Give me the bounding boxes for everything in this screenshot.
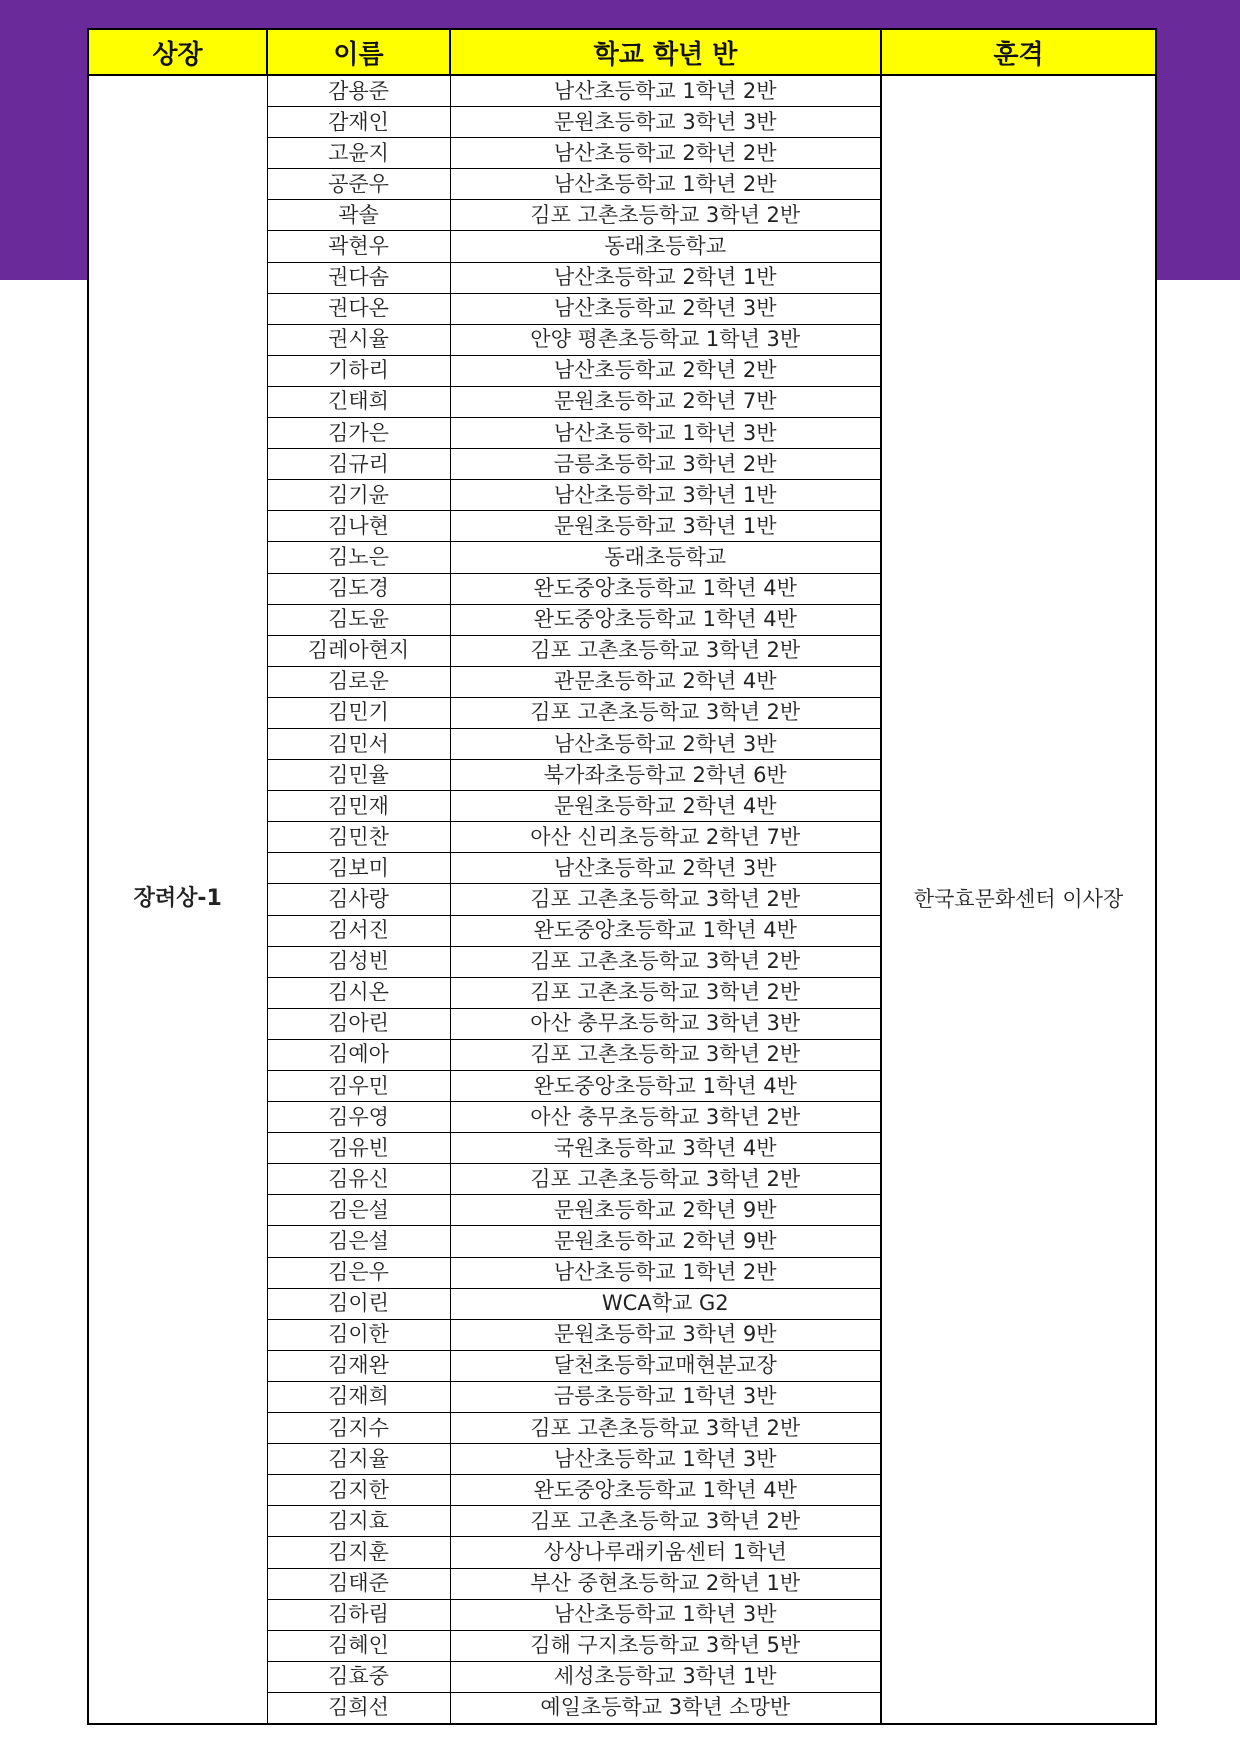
student-name-cell: 김노은: [267, 542, 450, 573]
school-grade-class-cell: 관문초등학교 2학년 4반: [450, 666, 881, 697]
student-name-cell: 김규리: [267, 449, 450, 480]
school-grade-class-cell: 김해 구지초등학교 3학년 5반: [450, 1630, 881, 1661]
school-grade-class-cell: 부산 중현초등학교 2학년 1반: [450, 1568, 881, 1599]
school-grade-class-cell: 완도중앙초등학교 1학년 4반: [450, 1475, 881, 1506]
student-name-cell: 김하림: [267, 1599, 450, 1630]
student-name-cell: 김민찬: [267, 822, 450, 853]
school-grade-class-cell: 남산초등학교 2학년 3반: [450, 853, 881, 884]
student-name-cell: 김우민: [267, 1071, 450, 1102]
school-grade-class-cell: 김포 고촌초등학교 3학년 2반: [450, 977, 881, 1008]
school-grade-class-cell: 김포 고촌초등학교 3학년 2반: [450, 697, 881, 728]
student-name-cell: 김민서: [267, 728, 450, 759]
school-grade-class-cell: 북가좌초등학교 2학년 6반: [450, 760, 881, 791]
school-grade-class-cell: 완도중앙초등학교 1학년 4반: [450, 1071, 881, 1102]
student-name-cell: 김시온: [267, 977, 450, 1008]
student-name-cell: 김서진: [267, 915, 450, 946]
school-grade-class-cell: 동래초등학교: [450, 231, 881, 262]
student-name-cell: 김민율: [267, 760, 450, 791]
student-name-cell: 김은설: [267, 1195, 450, 1226]
student-name-cell: 김성빈: [267, 946, 450, 977]
student-name-cell: 김아린: [267, 1008, 450, 1039]
school-grade-class-cell: 남산초등학교 1학년 3반: [450, 1444, 881, 1475]
student-name-cell: 김우영: [267, 1102, 450, 1133]
student-name-cell: 김태준: [267, 1568, 450, 1599]
student-name-cell: 김희선: [267, 1692, 450, 1724]
student-name-cell: 김지율: [267, 1444, 450, 1475]
student-name-cell: 김은우: [267, 1257, 450, 1288]
school-grade-class-cell: 문원초등학교 2학년 9반: [450, 1195, 881, 1226]
header-award: 상장: [88, 29, 267, 75]
school-grade-class-cell: 국원초등학교 3학년 4반: [450, 1133, 881, 1164]
student-name-cell: 김도경: [267, 573, 450, 604]
school-grade-class-cell: 문원초등학교 3학년 1반: [450, 511, 881, 542]
school-grade-class-cell: 문원초등학교 2학년 9반: [450, 1226, 881, 1257]
school-grade-class-cell: 문원초등학교 2학년 4반: [450, 791, 881, 822]
student-name-cell: 김가은: [267, 418, 450, 449]
school-grade-class-cell: 문원초등학교 3학년 9반: [450, 1319, 881, 1350]
school-grade-class-cell: 남산초등학교 3학년 1반: [450, 480, 881, 511]
student-name-cell: 곽솔: [267, 200, 450, 231]
student-name-cell: 긴태희: [267, 386, 450, 417]
student-name-cell: 김로운: [267, 666, 450, 697]
school-grade-class-cell: 아산 충무초등학교 3학년 2반: [450, 1102, 881, 1133]
school-grade-class-cell: 김포 고촌초등학교 3학년 2반: [450, 200, 881, 231]
school-grade-class-cell: 아산 충무초등학교 3학년 3반: [450, 1008, 881, 1039]
student-name-cell: 김지훈: [267, 1537, 450, 1568]
student-name-cell: 기하리: [267, 355, 450, 386]
school-grade-class-cell: 김포 고촌초등학교 3학년 2반: [450, 1164, 881, 1195]
student-name-cell: 고윤지: [267, 138, 450, 169]
school-grade-class-cell: 문원초등학교 2학년 7반: [450, 386, 881, 417]
school-grade-class-cell: 금릉초등학교 1학년 3반: [450, 1381, 881, 1412]
table-row: [88, 75, 1156, 107]
school-grade-class-cell: 완도중앙초등학교 1학년 4반: [450, 604, 881, 635]
student-name-cell: 김사랑: [267, 884, 450, 915]
student-name-cell: 김지효: [267, 1506, 450, 1537]
school-grade-class-cell: 남산초등학교 2학년 2반: [450, 138, 881, 169]
student-name-cell: 김은설: [267, 1226, 450, 1257]
award-giver-cell: 한국효문화센터 이사장: [881, 75, 1156, 1724]
school-grade-class-cell: 상상나루래키움센터 1학년: [450, 1537, 881, 1568]
school-grade-class-cell: 안양 평촌초등학교 1학년 3반: [450, 324, 881, 355]
school-grade-class-cell: 남산초등학교 2학년 2반: [450, 355, 881, 386]
school-grade-class-cell: 김포 고촌초등학교 3학년 2반: [450, 635, 881, 666]
school-grade-class-cell: 달천초등학교매현분교장: [450, 1350, 881, 1381]
header-school: 학교 학년 반: [450, 29, 881, 75]
school-grade-class-cell: 문원초등학교 3학년 3반: [450, 107, 881, 138]
header-giver: 훈격: [881, 29, 1156, 75]
school-grade-class-cell: 김포 고촌초등학교 3학년 2반: [450, 1413, 881, 1444]
student-name-cell: 곽현우: [267, 231, 450, 262]
school-grade-class-cell: 동래초등학교: [450, 542, 881, 573]
student-name-cell: 김지수: [267, 1413, 450, 1444]
award-table: [87, 28, 1157, 1725]
school-grade-class-cell: 김포 고촌초등학교 3학년 2반: [450, 1039, 881, 1070]
student-name-cell: 김재완: [267, 1350, 450, 1381]
school-grade-class-cell: 김포 고촌초등학교 3학년 2반: [450, 1506, 881, 1537]
school-grade-class-cell: 남산초등학교 2학년 1반: [450, 262, 881, 293]
student-name-cell: 감재인: [267, 107, 450, 138]
school-grade-class-cell: WCA학교 G2: [450, 1288, 881, 1319]
school-grade-class-cell: 남산초등학교 1학년 2반: [450, 1257, 881, 1288]
school-grade-class-cell: 남산초등학교 1학년 3반: [450, 418, 881, 449]
student-name-cell: 김보미: [267, 853, 450, 884]
student-name-cell: 김유빈: [267, 1133, 450, 1164]
school-grade-class-cell: 김포 고촌초등학교 3학년 2반: [450, 946, 881, 977]
table-body: [88, 75, 1156, 1724]
school-grade-class-cell: 남산초등학교 2학년 3반: [450, 293, 881, 324]
school-grade-class-cell: 완도중앙초등학교 1학년 4반: [450, 573, 881, 604]
school-grade-class-cell: 김포 고촌초등학교 3학년 2반: [450, 884, 881, 915]
student-name-cell: 김이한: [267, 1319, 450, 1350]
student-name-cell: 김유신: [267, 1164, 450, 1195]
school-grade-class-cell: 금릉초등학교 3학년 2반: [450, 449, 881, 480]
school-grade-class-cell: 세성초등학교 3학년 1반: [450, 1661, 881, 1692]
student-name-cell: 김기윤: [267, 480, 450, 511]
school-grade-class-cell: 남산초등학교 1학년 2반: [450, 75, 881, 107]
school-grade-class-cell: 예일초등학교 3학년 소망반: [450, 1692, 881, 1724]
student-name-cell: 김나현: [267, 511, 450, 542]
student-name-cell: 김민기: [267, 697, 450, 728]
student-name-cell: 김재희: [267, 1381, 450, 1412]
school-grade-class-cell: 남산초등학교 1학년 2반: [450, 169, 881, 200]
student-name-cell: 김예아: [267, 1039, 450, 1070]
table-header-row: [88, 29, 1156, 75]
school-grade-class-cell: 남산초등학교 1학년 3반: [450, 1599, 881, 1630]
school-grade-class-cell: 남산초등학교 2학년 3반: [450, 728, 881, 759]
school-grade-class-cell: 완도중앙초등학교 1학년 4반: [450, 915, 881, 946]
student-name-cell: 권다온: [267, 293, 450, 324]
school-grade-class-cell: 아산 신리초등학교 2학년 7반: [450, 822, 881, 853]
award-category-cell: 장려상-1: [88, 75, 267, 1724]
student-name-cell: 김지한: [267, 1475, 450, 1506]
student-name-cell: 권다솜: [267, 262, 450, 293]
student-name-cell: 감용준: [267, 75, 450, 107]
student-name-cell: 김민재: [267, 791, 450, 822]
student-name-cell: 김도윤: [267, 604, 450, 635]
student-name-cell: 권시율: [267, 324, 450, 355]
student-name-cell: 김효중: [267, 1661, 450, 1692]
header-name: 이름: [267, 29, 450, 75]
student-name-cell: 김레아현지: [267, 635, 450, 666]
student-name-cell: 김혜인: [267, 1630, 450, 1661]
student-name-cell: 김이린: [267, 1288, 450, 1319]
student-name-cell: 공준우: [267, 169, 450, 200]
